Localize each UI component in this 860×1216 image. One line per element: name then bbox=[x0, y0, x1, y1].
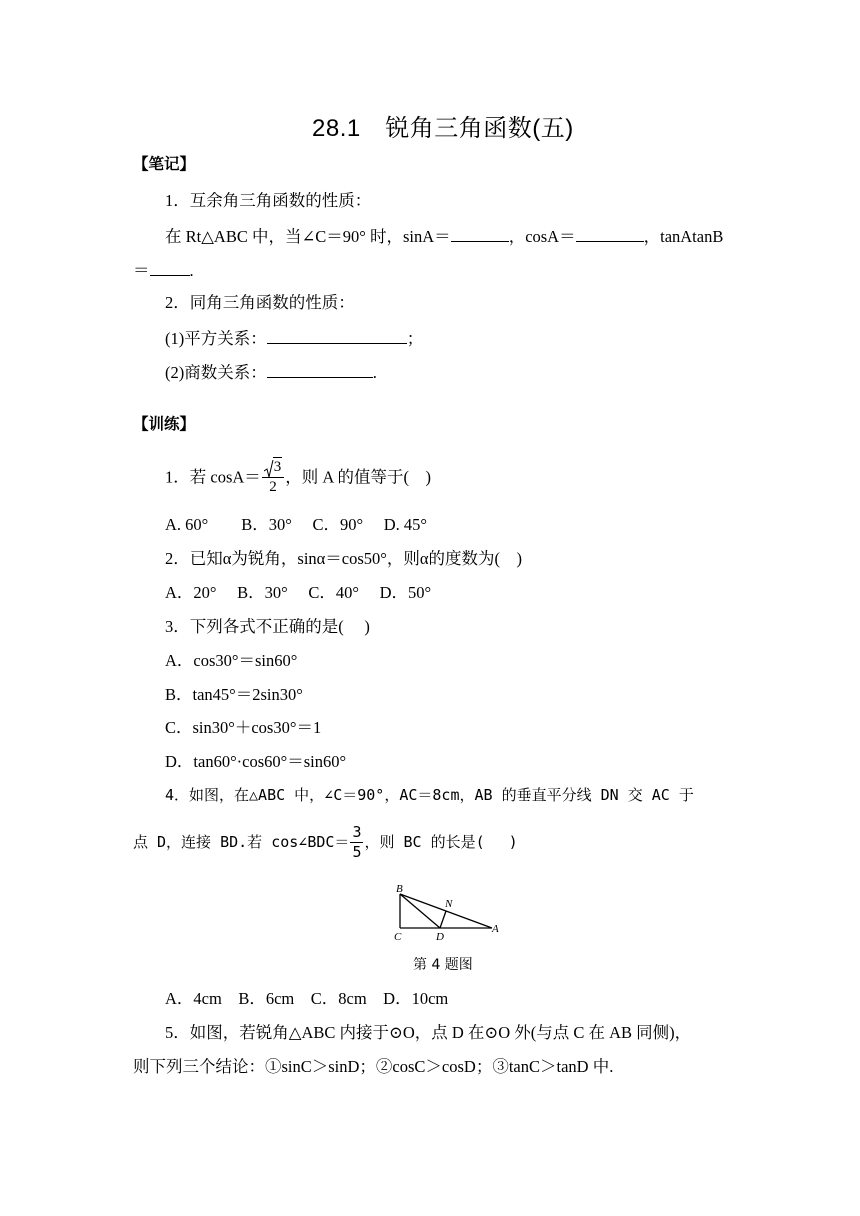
note-text: (2)商数关系： bbox=[165, 363, 267, 382]
question-5-line-2: 则下列三个结论：①sinC＞sinD；②cosC＞cosD；③tanC＞tanD 中. bbox=[133, 1057, 614, 1076]
page-title: 28.1 锐角三角函数(五) bbox=[312, 115, 574, 142]
fraction-numerator: 3 bbox=[352, 823, 362, 841]
question-3-option-c: C．sin30°＋cos30°＝1 bbox=[165, 718, 322, 737]
question-1-options: A. 60° B．30° C．90° D. 45° bbox=[165, 515, 427, 534]
question-3-option-b: B．tan45°＝2sin30° bbox=[165, 685, 303, 704]
question-4-line-2 bbox=[133, 825, 518, 860]
question-3: 3．下列各式不正确的是( ) bbox=[165, 617, 370, 636]
notes-heading: 【笔记】 bbox=[133, 155, 196, 173]
fraction-numerator: 3 bbox=[273, 459, 282, 475]
note-item-1-line-2 bbox=[133, 261, 194, 280]
sqrt-symbol bbox=[264, 460, 283, 475]
label-d: D bbox=[436, 931, 444, 943]
note-text: . bbox=[372, 363, 377, 382]
figure-caption: 第 4 题图 bbox=[413, 957, 473, 973]
fraction bbox=[262, 460, 285, 495]
note-text: 在 Rt△ABC 中，当∠C＝90° 时，sinA＝ bbox=[165, 227, 451, 246]
question-text: ，则 A 的值等于( ) bbox=[285, 467, 432, 487]
question-1 bbox=[165, 460, 431, 495]
note-item-1-line bbox=[165, 227, 723, 246]
question-4-options: A．4cm B．6cm C．8cm D．10cm bbox=[165, 989, 449, 1008]
question-3-option-d: D．tan60°·cos60°＝sin60° bbox=[165, 752, 347, 771]
answer-blank[interactable] bbox=[451, 227, 509, 242]
question-text: 1．若 cosA＝ bbox=[165, 467, 261, 487]
question-2: 2．已知α为锐角，sinα＝cos50°，则α的度数为( ) bbox=[165, 549, 523, 568]
note-item-2-1 bbox=[165, 329, 423, 348]
fraction-denominator: 2 bbox=[269, 479, 277, 495]
label-n: N bbox=[445, 898, 453, 910]
answer-blank[interactable] bbox=[267, 329, 407, 344]
note-text: . bbox=[189, 261, 194, 280]
note-text: (1)平方关系： bbox=[165, 329, 267, 348]
note-item-1: 1．互余角三角函数的性质： bbox=[165, 191, 372, 210]
question-text: 点 D，连接 BD.若 cos∠BDC＝ bbox=[133, 833, 350, 851]
question-text: ，则 BC 的长是( ) bbox=[364, 833, 518, 851]
note-text: ，cosA＝ bbox=[508, 227, 576, 246]
label-a: A bbox=[492, 923, 499, 935]
question-3-option-a: A．cos30°＝sin60° bbox=[165, 651, 298, 670]
fraction bbox=[350, 825, 363, 860]
note-text: ＝ bbox=[133, 261, 150, 280]
answer-blank[interactable] bbox=[150, 261, 190, 276]
segment-bd bbox=[400, 894, 440, 928]
note-text: ，tanAtanB bbox=[643, 227, 724, 246]
question-2-options: A．20° B．30° C．40° D．50° bbox=[165, 583, 432, 602]
triangle-figure bbox=[390, 880, 506, 946]
practice-heading: 【训练】 bbox=[133, 415, 196, 433]
note-item-2-2 bbox=[165, 363, 377, 382]
question-4: 4．如图，在△ABC 中，∠C＝90°，AC＝8cm，AB 的垂直平分线 DN 交 AC 于 bbox=[165, 786, 694, 804]
answer-blank[interactable] bbox=[267, 363, 373, 378]
fraction-denominator: 5 bbox=[352, 843, 362, 861]
answer-blank[interactable] bbox=[576, 227, 644, 242]
question-5: 5．如图，若锐角△ABC 内接于⊙O，点 D 在⊙O 外(与点 C 在 AB 同侧)， bbox=[165, 1023, 692, 1042]
note-item-2: 2．同角三角函数的性质： bbox=[165, 293, 355, 312]
segment-dn bbox=[440, 911, 446, 928]
note-text: ； bbox=[406, 329, 424, 348]
label-b: B bbox=[396, 883, 403, 895]
label-c: C bbox=[394, 931, 402, 943]
